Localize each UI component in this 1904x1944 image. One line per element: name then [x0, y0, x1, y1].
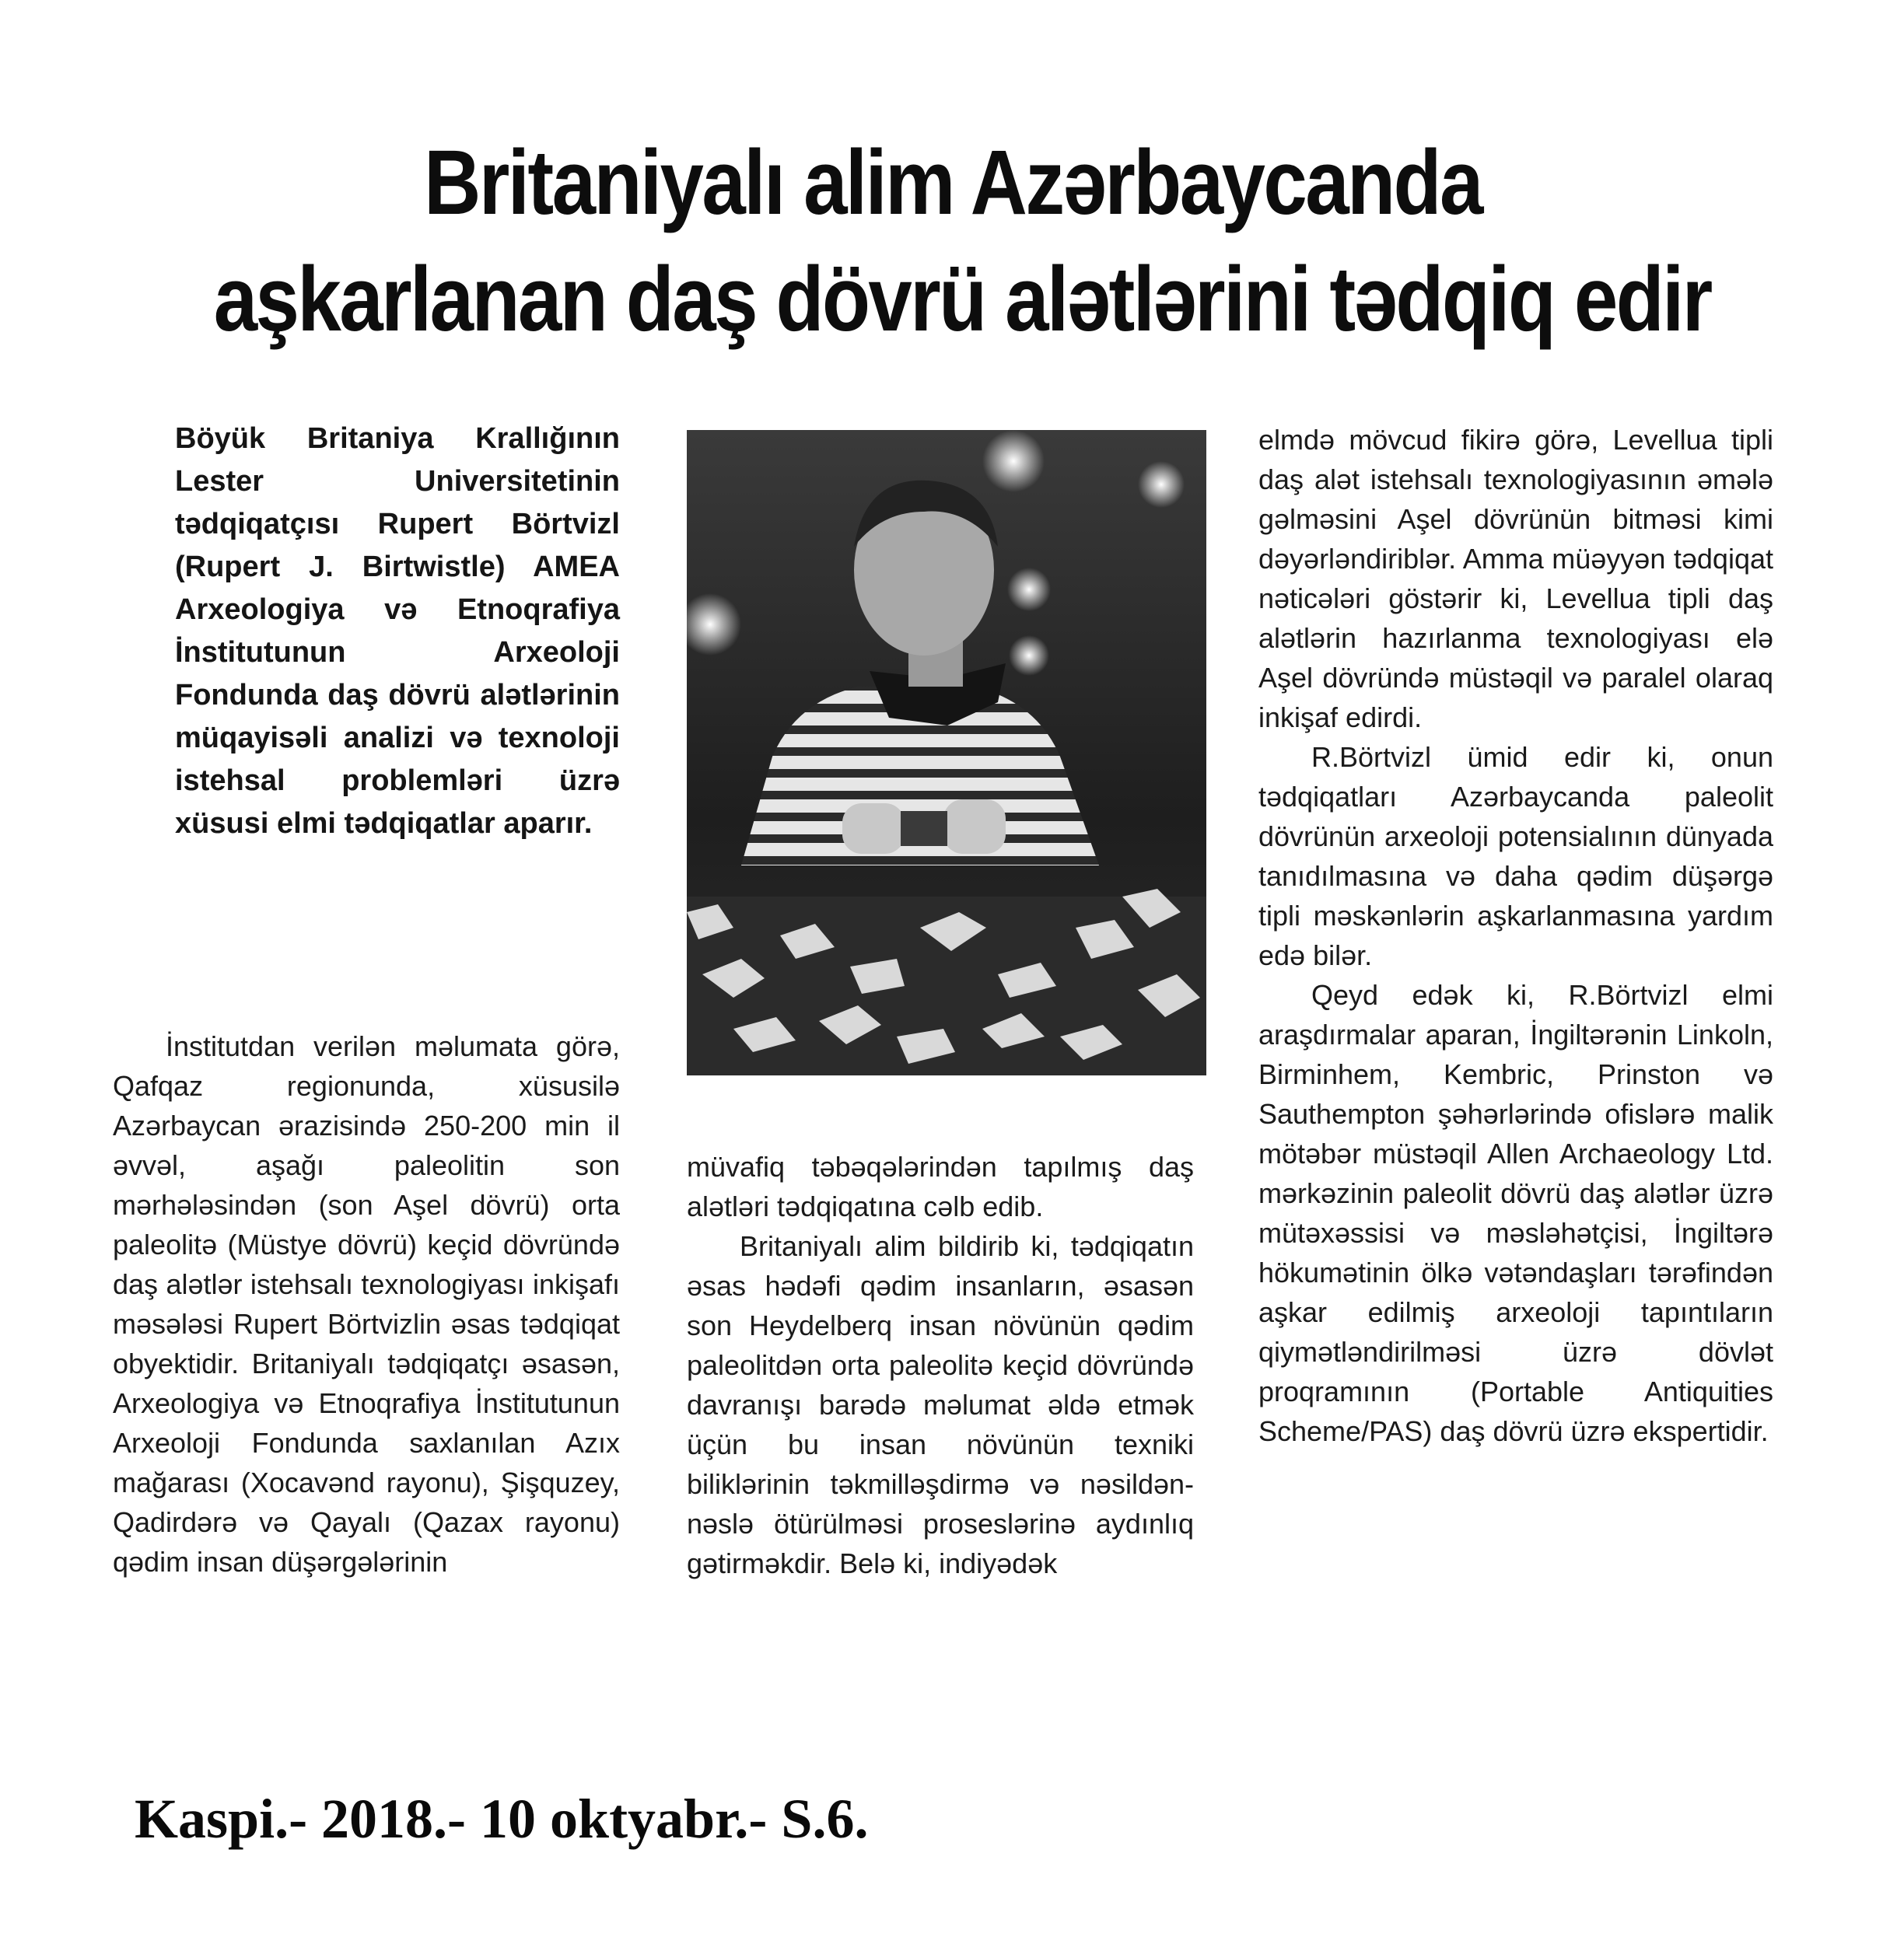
column-1 — [175, 418, 620, 845]
body-paragraph: elmdə mövcud fikirə görə, Levellua tipli daş alət istehsalı texnologiyasının əmələ gəlməsini Aşel dövrünün bitməsi kimi dəyərləndiriblər. Amma müəyyən tədqiqat nəticələri göstərir ki, Levellua tipli daş alətlərin hazırlanma texnologiyası elə Aşel dövründə müstəqil və paralel olaraq inkişaf edirdi. — [1258, 424, 1773, 733]
headline-line-2: aşkarlanan daş dövrü alətlərini tədqiq edir — [213, 248, 1711, 351]
body-paragraph: R.Börtvizl ümid edir ki, onun tədqiqatları Azərbaycanda paleolit dövrünün arxeoloji potensialının dünyada tanıdılmasına və daha qədim düşərgə tipli məskənlərin aşkarlanmasına yardım edə bilər. — [1258, 741, 1773, 971]
body-paragraph: İnstitutdan verilən məlumata görə, Qafqaz regionunda, xüsusilə Azərbaycan ərazisində 250-200 min il əvvəl, aşağı paleolitin son mərhələsindən (son Aşel dövrü) orta paleolitə (Müstye dövrü) keçid dövründə daş alətlər istehsalı texnologiyası inkişafı məsələsi Rupert Börtvizlin əsas tədqiqat obyektidir. Britaniyalı tədqiqatçı əsasən, Arxeologiya və Etnoqrafiya İnstitutunun Arxeoloji Fondunda saxlanılan Azıx mağarası (Xocavənd rayonu), Şişquzey, Qadirdərə və Qayalı (Qazax rayonu) qədim insan düşərgələrinin — [113, 1030, 620, 1578]
body-paragraph: müvafiq təbəqələrindən tapılmış daş alətləri tədqiqatına cəlb edib. — [687, 1151, 1194, 1222]
lead-paragraph: Böyük Britaniya Krallığının Lester Universitetinin tədqiqatçısı Rupert Börtvizl (Rupert J. Birtwistle) AMEA Arxeologiya və Etnoqrafiya İnstitutunun Arxeoloji Fondunda daş dövrü alətlərinin müqayisəli analizi və texnoloji istehsal problemləri üzrə xüsusi elmi tədqiqatlar aparır. — [175, 422, 620, 840]
body-paragraph: Qeyd edək ki, R.Börtvizl elmi araşdırmalar aparan, İngiltərənin Linkoln, Birminhem, Kembric, Prinston və Sauthempton şəhərlərində ofislərə malik mötəbər müstəqil Allen Archaeology Ltd. mərkəzinin paleolit dövrü daş alətlər üzrə mütəxəssisi və məsləhətçisi, İngiltərə hökumətinin ölkə vətəndaşları tərəfindən aşkar edilmiş arxeoloji tapıntıların qiymətləndirilməsi üzrə dövlət proqramının (Portable Antiquities Scheme/PAS) daş dövrü üzrə ekspertidir. — [1258, 979, 1773, 1447]
headline — [213, 124, 1711, 358]
column-1-body — [113, 1026, 620, 1582]
source-citation: Kaspi.- 2018.- 10 oktyabr.- S.6. — [135, 1788, 869, 1850]
column-3 — [1258, 420, 1773, 1451]
article-photo — [687, 430, 1206, 1075]
body-paragraph: Britaniyalı alim bildirib ki, tədqiqatın əsas hədəfi qədim insanların, əsasən son Heydelberq insan növünün qədim paleolitdən orta paleolitə keçid dövründə davranışı barədə məlumat əldə etmək üçün bu insan növünün texniki biliklərinin təkmilləşdirmə və nəsildən-nəslə ötürülməsi proseslərinə aydınlıq gətirməkdir. Belə ki, indiyədək — [687, 1230, 1194, 1579]
column-2 — [687, 1147, 1194, 1583]
headline-line-1: Britaniyalı alim Azərbaycanda — [424, 131, 1482, 234]
